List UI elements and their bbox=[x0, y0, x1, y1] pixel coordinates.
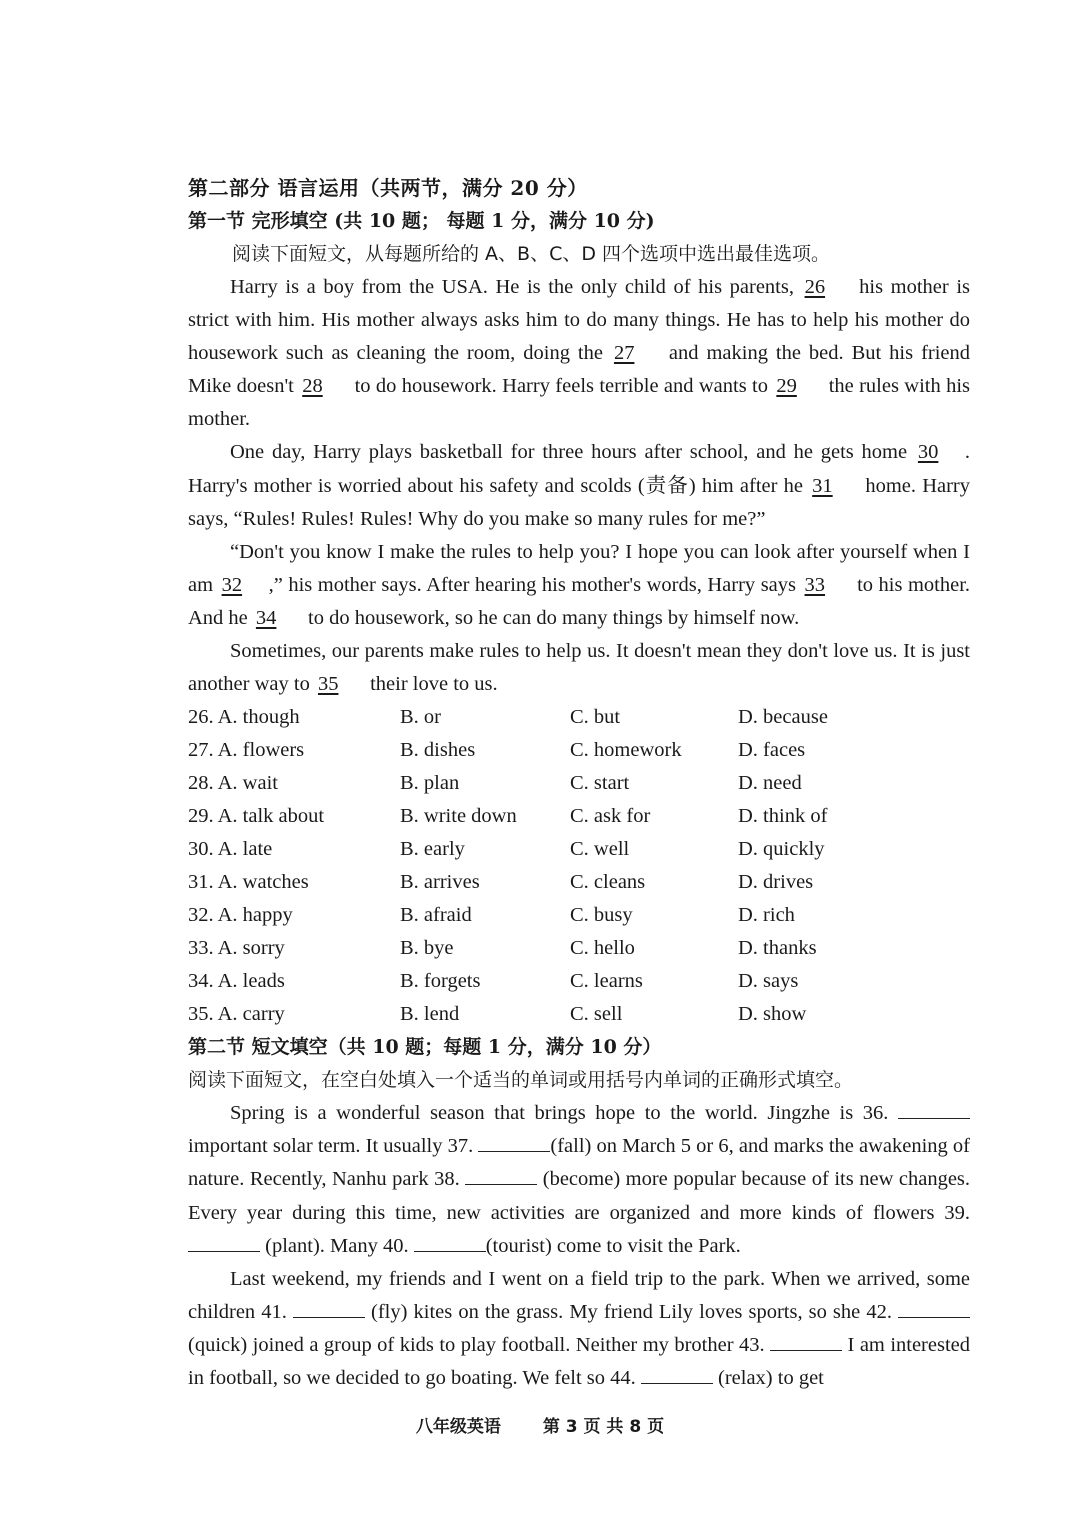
option-row: 35. A. carry B. lend C. sell D. show bbox=[188, 1003, 807, 1026]
part-heading: 第二部分 语言运用（共两节，满分 20 分） bbox=[188, 176, 588, 200]
answer-line-43 bbox=[770, 1332, 842, 1351]
blank-31: 31 bbox=[812, 474, 833, 497]
option-row: 27. A. flowers B. dishes C. homework D. faces bbox=[188, 739, 806, 762]
answer-line-39 bbox=[188, 1233, 260, 1252]
option-row: 31. A. watches B. arrives C. cleans D. drives bbox=[188, 871, 814, 894]
blank-26: 26 bbox=[804, 276, 826, 298]
cloze-paragraph-2: One day, Harry plays basketball for three hours after school, and he gets home 30 . Harry's mother is worried about his safety and scolds (责备) him after he 31 home. Harry says, “Rules! Rules! Rules! Why do you make so many rules for me?” bbox=[188, 436, 970, 535]
blank-28: 28 bbox=[302, 375, 323, 398]
section2-title: 第二节 短文填空（共 10 题；每题 1 分，满分 10 分） bbox=[188, 1036, 662, 1059]
page-footer bbox=[0, 1412, 1080, 1437]
blank-27: 27 bbox=[613, 342, 635, 365]
option-row: 28. A. wait B. plan C. start D. need bbox=[188, 772, 802, 795]
cloze-paragraph-1: Harry is a boy from the USA. He is the only child of his parents, 26 his mother is strict with him. His mother always asks him to do many things. He has to help his mother do housework such as cleaning the room, doing the 27 and making the bed. But his friend Mike doesn't 28 to do housework. Harry feels terrible and wants to 29 the rules with his mother. bbox=[188, 271, 970, 436]
fill-paragraph-2: Last weekend, my friends and I went on a field trip to the park. When we arrived, some children 41. (fly) kites on the grass. My friend Lily loves sports, so she 42. (quick) joined a group of kids to play football. Neither my brother 43. I am interested in football, so we decided to go boating. We felt so 44. (relax) to get bbox=[188, 1267, 971, 1389]
option-row: 26. A. though B. or C. but D. because bbox=[188, 706, 828, 729]
answer-line-42 bbox=[898, 1299, 970, 1318]
fill-paragraph-1: Spring is a wonderful season that brings hope to the world. Jingzhe is 36. important solar term. It usually 37. (fall) on March 5 or 6, and marks the awakening of nature. Recently, Nanhu park 38. (become) more popular because of its new changes. Every year during this time, new activities are organized and more kinds of flowers 39. (plant). Many 40. (tourist) come to visit the Park. bbox=[188, 1102, 971, 1257]
answer-line-41 bbox=[293, 1299, 365, 1318]
options-table bbox=[188, 701, 970, 1031]
option-row: 29. A. talk about B. write down C. ask for D. think of bbox=[188, 805, 828, 828]
answer-line-37 bbox=[478, 1133, 550, 1152]
blank-33: 33 bbox=[804, 573, 826, 596]
section1-title: 第一节 完形填空 (共 10 题； 每题 1 分，满分 10 分) bbox=[188, 210, 655, 232]
answer-line-36 bbox=[898, 1100, 970, 1119]
blank-32: 32 bbox=[221, 573, 243, 596]
option-row: 33. A. sorry B. bye C. hello D. thanks bbox=[188, 937, 817, 960]
blank-35: 35 bbox=[317, 673, 339, 696]
section1-instruction: 阅读下面短文，从每题所给的 A、B、C、D 四个选项中选出最佳选项。 bbox=[232, 243, 831, 265]
cloze-paragraph-3: “Don't you know I make the rules to help you? I hope you can look after yourself when I am 32 ,” his mother says. After hearing his mother's words, Harry says 33 to his mother. And he 34 to do housework, so he can do many things by himself now. bbox=[188, 536, 970, 635]
option-row: 32. A. happy B. afraid C. busy D. rich bbox=[188, 904, 795, 927]
section2-instruction: 阅读下面短文，在空白处填入一个适当的单词或用括号内单词的正确形式填空。 bbox=[188, 1069, 854, 1092]
cloze-paragraph-4: Sometimes, our parents make rules to help us. It doesn't mean they don't love us. It is just another way to 35 their love to us. bbox=[188, 635, 970, 701]
blank-34: 34 bbox=[255, 606, 277, 629]
option-row: 30. A. late B. early C. well D. quickly bbox=[188, 838, 825, 861]
answer-line-44 bbox=[641, 1365, 713, 1384]
blank-29: 29 bbox=[776, 375, 797, 398]
blank-30: 30 bbox=[917, 441, 939, 464]
option-row: 34. A. leads B. forgets C. learns D. says bbox=[188, 970, 799, 993]
answer-line-40 bbox=[414, 1233, 486, 1252]
answer-line-38 bbox=[465, 1166, 537, 1185]
footer-page-number: 第 3 页 共 8 页 bbox=[542, 1417, 665, 1437]
footer-subject: 八年级英语 bbox=[415, 1417, 501, 1437]
exam-page bbox=[188, 172, 970, 1395]
